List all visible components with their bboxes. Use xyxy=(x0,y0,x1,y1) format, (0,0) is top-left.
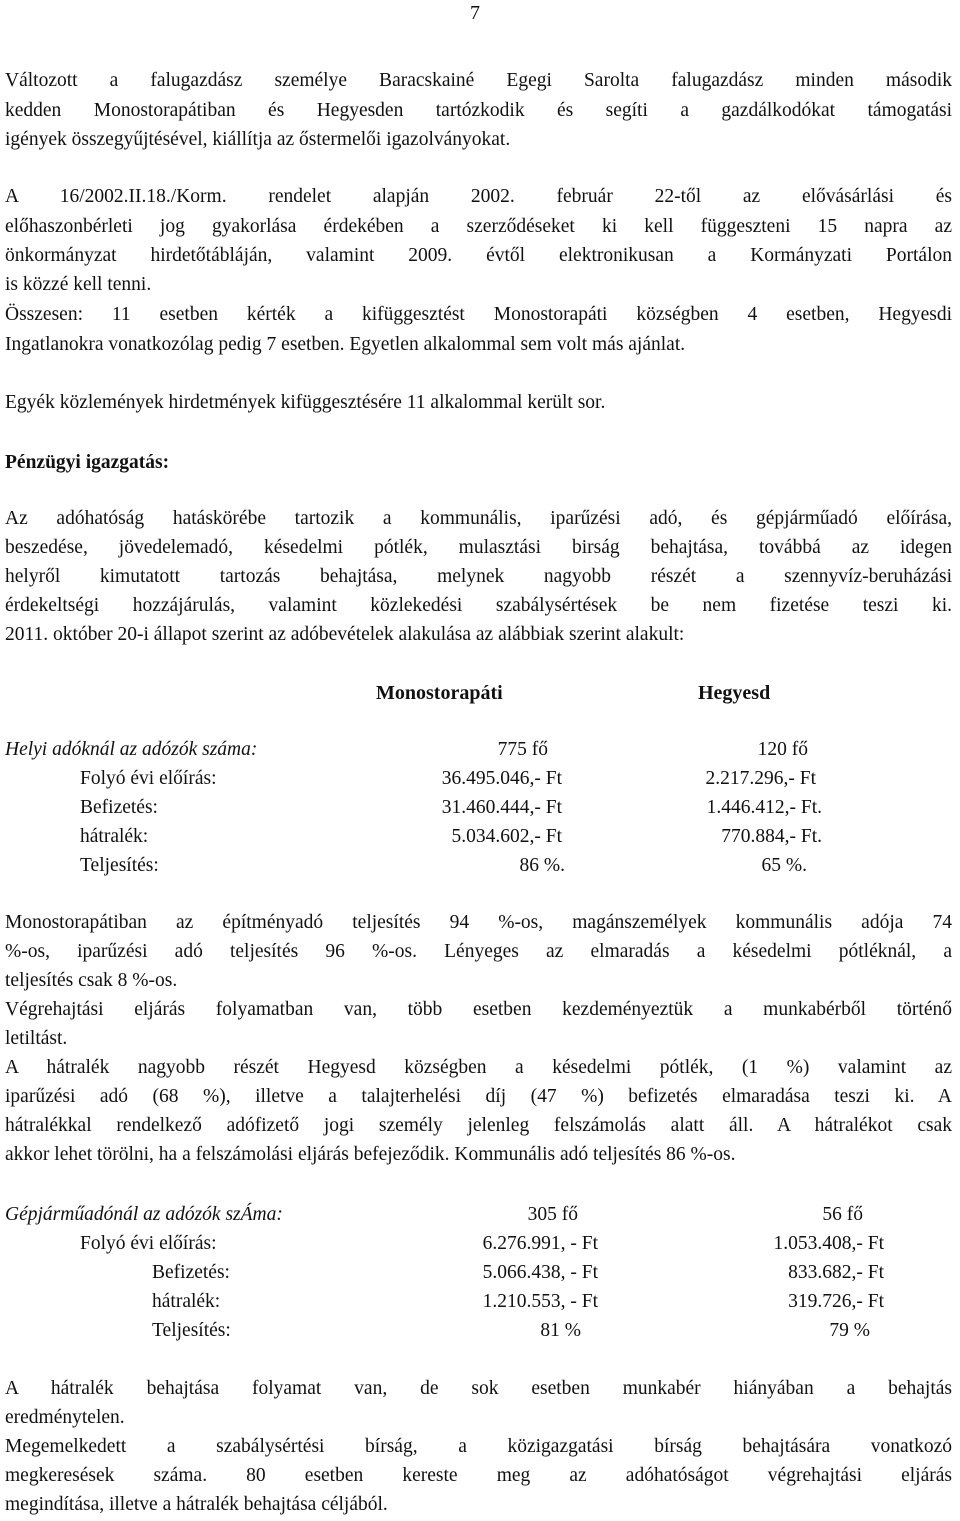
p2-line-2: előhaszonbérleti jog gyakorlása érdekében a szerződéseket ki kell függeszteni 15 napra az xyxy=(5,216,952,237)
p1-line-1: Változott a falugazdász személye Baracskainé Egegi Sarolta falugazdász minden második xyxy=(5,70,952,91)
table2-row2-v2: 1.053.408,- Ft xyxy=(773,1233,884,1254)
table2-row3-label: Befizetés: xyxy=(152,1262,230,1283)
p8-line-3: hátralékkal rendelkező adófizető jogi személy jelenleg felszámolás alatt áll. A hátralékot csak xyxy=(5,1115,952,1136)
table1-row1-label: Helyi adóknál az adózók száma: xyxy=(5,739,258,760)
p3-line-2: Ingatlanokra vonatkozólag pedig 7 esetben. Egyetlen alkalommal sem volt más ajánlat. xyxy=(5,334,686,355)
table1-row4-v1: 5.034.602,- Ft xyxy=(451,826,562,847)
p3-line-1: Összesen: 11 esetben kérték a kifüggesztést Monostorapáti községben 4 esetben, Hegyesdi xyxy=(5,304,952,325)
table2-row1-v2: 56 fő xyxy=(822,1204,863,1225)
table1-row2-label: Folyó évi előírás: xyxy=(80,768,217,789)
p5-line-2: beszedése, jövedelemadó, késedelmi pótlék, mulasztási birság behajtása, továbbá az idegen xyxy=(5,537,952,558)
page-number: 7 xyxy=(470,2,480,24)
p2-line-3: önkormányzat hirdetőtábláján, valamint 2009. évtől elektronikusan a Kormányzati Portálon xyxy=(5,245,952,266)
p6-line-3: teljesítés csak 8 %-os. xyxy=(5,970,178,991)
table2-row4-v2: 319.726,- Ft xyxy=(788,1291,884,1312)
p2-line-1: A 16/2002.II.18./Korm. rendelet alapján 2002. február 22-től az elővásárlási és xyxy=(5,186,952,207)
table1-row1-v2: 120 fő xyxy=(757,739,808,760)
p10-line-2: megkeresések száma. 80 esetben kereste meg az adóhatóságot végrehajtási eljárás xyxy=(5,1465,952,1486)
p8-line-4: akkor lehet törölni, ha a felszámolási eljárás befejeződik. Kommunális adó teljesítés 86 %-os. xyxy=(5,1144,736,1165)
p4-line-1: Egyék közlemények hirdetmények kifüggesztésére 11 alkalommal került sor. xyxy=(5,392,606,413)
p2-line-4: is közzé kell tenni. xyxy=(5,274,152,295)
table2-row4-label: hátralék: xyxy=(152,1291,221,1312)
table2-row1-label: Gépjárműadónál az adózók szÁma: xyxy=(5,1204,283,1225)
p7-line-1: Végrehajtási eljárás folyamatban van, több esetben kezdeményeztük a munkabérből történő xyxy=(5,999,952,1020)
p9-line-2: eredménytelen. xyxy=(5,1407,125,1428)
p5-line-3: helyről kimutatott tartozás behajtása, melynek nagyobb részét a szennyvíz-beruházási xyxy=(5,566,952,587)
p10-line-3: megindítása, illetve a hátralék behajtása céljából. xyxy=(5,1494,388,1515)
table2-row1-v1: 305 fő xyxy=(527,1204,578,1225)
table1-col1-header: Monostorapáti xyxy=(376,682,503,704)
table1-row3-v2: 1.446.412,- Ft. xyxy=(706,797,822,818)
table2-row5-label: Teljesítés: xyxy=(152,1320,231,1341)
table2-row5-v2: 79 % xyxy=(829,1320,870,1341)
table1-row4-label: hátralék: xyxy=(80,826,149,847)
p7-line-2: letiltást. xyxy=(5,1028,68,1049)
p6-line-1: Monostorapátiban az építményadó teljesítés 94 %-os, magánszemélyek kommunális adója 74 xyxy=(5,912,952,933)
table1-col2-header: Hegyesd xyxy=(698,682,771,704)
table2-row2-v1: 6.276.991, - Ft xyxy=(482,1233,598,1254)
table2-row2-label: Folyó évi előírás: xyxy=(80,1233,217,1254)
table1-row3-v1: 31.460.444,- Ft xyxy=(441,797,562,818)
p1-line-3: igények összegyűjtésével, kiállítja az őstermelői igazolványokat. xyxy=(5,129,511,150)
p10-line-1: Megemelkedett a szabálysértési bírság, a közigazgatási bírság behajtására vonatkozó xyxy=(5,1436,952,1457)
p5-line-4: érdekeltségi hozzájárulás, valamint közlekedési szabálysértések be nem fizetése teszi ki. xyxy=(5,595,952,616)
table1-row5-label: Teljesítés: xyxy=(80,855,159,876)
p1-line-2: kedden Monostorapátiban és Hegyesden tartózkodik és segíti a gazdálkodókat támogatási xyxy=(5,100,952,121)
p8-line-1: A hátralék nagyobb részét Hegyesd községben a késedelmi pótlék, (1 %) valamint az xyxy=(5,1057,952,1078)
table2-row5-v1: 81 % xyxy=(540,1320,581,1341)
table1-row2-v1: 36.495.046,- Ft xyxy=(441,768,562,789)
p6-line-2: %-os, iparűzési adó teljesítés 96 %-os. Lényeges az elmaradás a késedelmi pótléknál, a xyxy=(5,941,952,962)
table1-row4-v2: 770.884,- Ft. xyxy=(721,826,822,847)
section-heading: Pénzügyi igazgatás: xyxy=(5,452,170,473)
p9-line-1: A hátralék behajtása folyamat van, de sok esetben munkabér hiányában a behajtás xyxy=(5,1378,952,1399)
p5-line-5: 2011. október 20-i állapot szerint az adóbevételek alakulása az alábbiak szerint alakult: xyxy=(5,624,685,645)
p8-line-2: iparűzési adó (68 %), illetve a talajterhelési díj (47 %) befizetés elmaradása teszi ki. A xyxy=(5,1086,952,1107)
table2-row3-v2: 833.682,- Ft xyxy=(788,1262,884,1283)
table1-row3-label: Befizetés: xyxy=(80,797,158,818)
table1-row5-v1: 86 %. xyxy=(519,855,565,876)
table1-row1-v1: 775 fő xyxy=(497,739,548,760)
table1-row5-v2: 65 %. xyxy=(761,855,807,876)
table1-row2-v2: 2.217.296,- Ft xyxy=(705,768,816,789)
table2-row3-v1: 5.066.438, - Ft xyxy=(482,1262,598,1283)
table2-row4-v1: 1.210.553, - Ft xyxy=(482,1291,598,1312)
p5-line-1: Az adóhatóság hatáskörébe tartozik a kommunális, iparűzési adó, és gépjárműadó előírása, xyxy=(5,508,952,529)
